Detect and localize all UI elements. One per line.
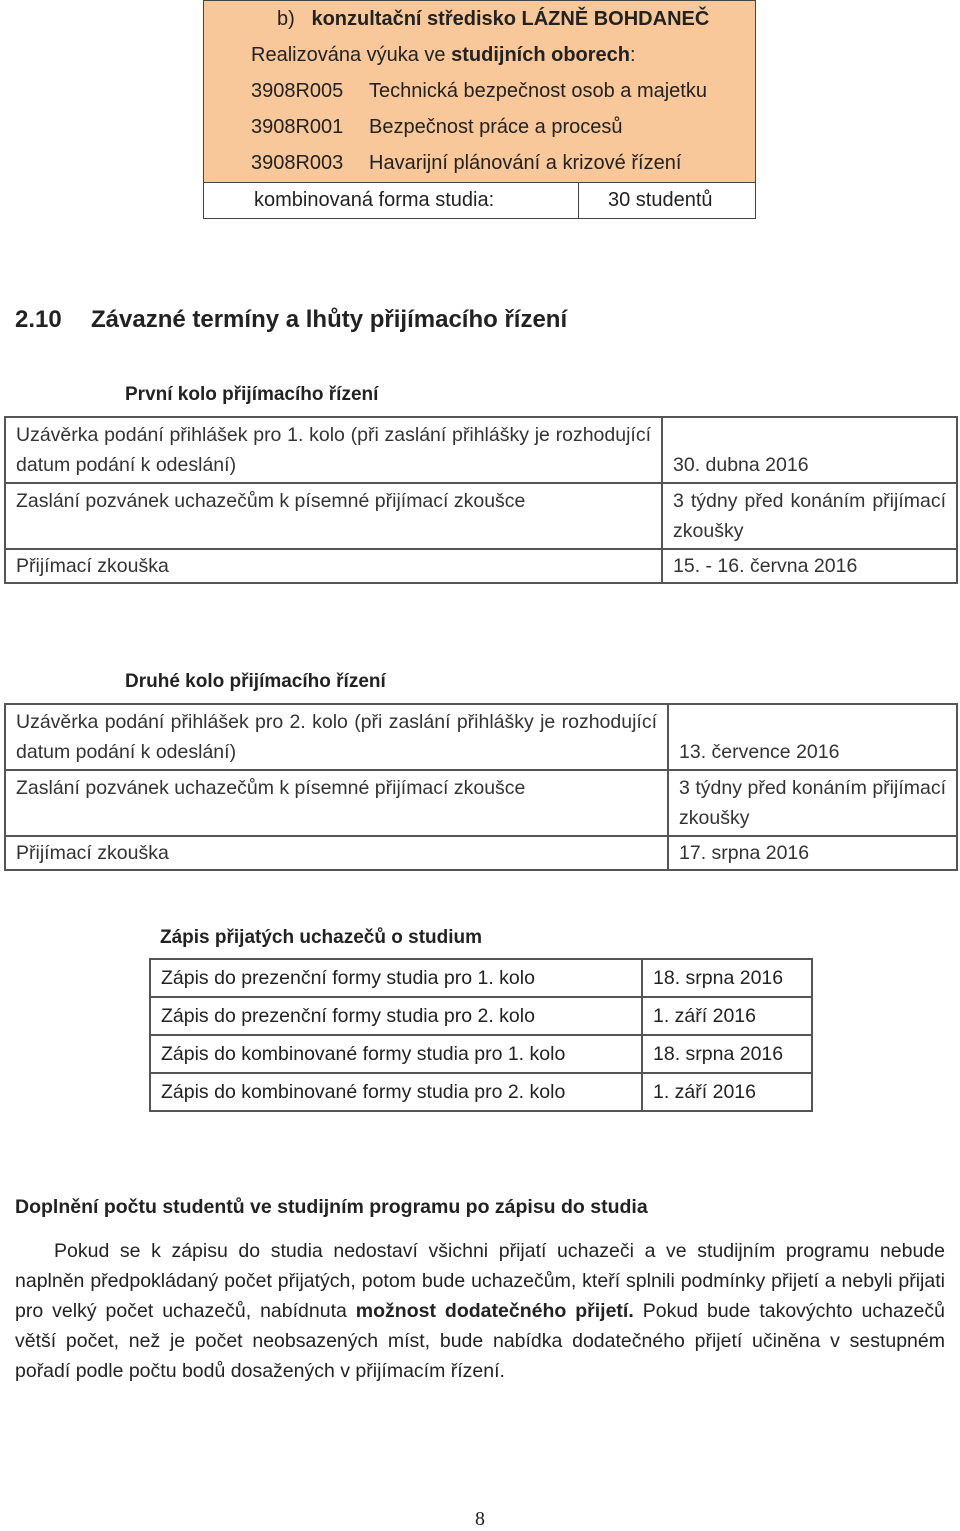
- row-value: 13. července 2016: [668, 704, 957, 770]
- row-label: Zápis do prezenční formy studia pro 1. kolo: [150, 959, 642, 997]
- table-row: [150, 959, 812, 997]
- obor-code: 3908R003: [251, 152, 344, 174]
- row-label: Přijímací zkouška: [5, 836, 668, 870]
- obor-name: Technická bezpečnost osob a majetku: [369, 80, 707, 102]
- table-row: [150, 1073, 812, 1111]
- row-value: 18. srpna 2016: [642, 1035, 812, 1073]
- row-value: 30. dubna 2016: [662, 417, 957, 483]
- row-label: Uzávěrka podání přihlášek pro 2. kolo (při zaslání přihlášky je rozhodující datum podání k odeslání): [5, 704, 668, 770]
- page-number: 8: [475, 1508, 485, 1530]
- center-title: konzultační středisko LÁZNĚ BOHDANEČ: [311, 8, 710, 30]
- forma-label: kombinovaná forma studia:: [254, 189, 495, 211]
- doplneni-text-2: Pokud bude takovýchto uchazečů větší počet, než je počet neobsazených míst, bude nabídka dodatečného přijetí učiněna v sestupném pořadí podle počtu bodů dosažených v přijímacím řízení.: [15, 1300, 945, 1382]
- row-value: 3 týdny před konáním přijímací zkoušky: [668, 770, 957, 836]
- zapis-table: [149, 958, 813, 1112]
- realizovana-colon: :: [630, 44, 636, 66]
- obor-line: [251, 79, 707, 103]
- center-realizovana: [251, 43, 636, 67]
- doplneni-text-1: Pokud se k zápisu do studia nedostaví všichni přijatí uchazeči a ve studijním programu nebude naplněn předpokládaný počet přijatých, potom bude uchazečům, kteří splnili podmínky přijetí a nebyli přijati pro velký počet uchazečů, nabídnuta: [15, 1240, 945, 1322]
- row-value: 3 týdny před konáním přijímací zkoušky: [662, 483, 957, 549]
- zapis-heading: Zápis přijatých uchazečů o studium: [160, 927, 483, 948]
- table-row: [5, 549, 957, 583]
- kolo2-table: [4, 703, 958, 871]
- section-title: Závazné termíny a lhůty přijímacího řízení: [91, 306, 568, 333]
- table-row: [5, 836, 957, 870]
- row-label: Zaslání pozvánek uchazečům k písemné přijímací zkoušce: [5, 483, 662, 549]
- realizovana-text: Realizována výuka ve: [251, 44, 452, 66]
- row-value: 17. srpna 2016: [668, 836, 957, 870]
- kolo2-heading: Druhé kolo přijímacího řízení: [125, 671, 386, 692]
- row-label: Zaslání pozvánek uchazečům k písemné přijímací zkoušce: [5, 770, 668, 836]
- center-info-box: [203, 0, 756, 219]
- obor-line: [251, 151, 681, 175]
- forma-value: 30 studentů: [608, 189, 713, 211]
- kolo1-table: [4, 416, 958, 584]
- row-label: Zápis do prezenční formy studia pro 2. kolo: [150, 997, 642, 1035]
- doplneni-paragraph: [15, 1236, 945, 1386]
- doplneni-text-bold: možnost dodatečného přijetí.: [355, 1300, 634, 1322]
- obor-code: 3908R005: [251, 80, 344, 102]
- obor-name: Havarijní plánování a krizové řízení: [369, 152, 682, 174]
- row-label: Zápis do kombinované formy studia pro 2. kolo: [150, 1073, 642, 1111]
- table-row: [150, 1035, 812, 1073]
- table-row: [5, 417, 957, 483]
- row-value: 15. - 16. června 2016: [662, 549, 957, 583]
- realizovana-bold: studijních oborech: [451, 44, 631, 66]
- obor-line: [251, 115, 623, 139]
- row-label: Uzávěrka podání přihlášek pro 1. kolo (při zaslání přihlášky je rozhodující datum podání k odeslání): [5, 417, 662, 483]
- row-value: 1. září 2016: [642, 1073, 812, 1111]
- table-row: [5, 770, 957, 836]
- kolo1-heading: První kolo přijímacího řízení: [125, 384, 379, 405]
- center-title-line: [277, 7, 709, 31]
- obor-name: Bezpečnost práce a procesů: [369, 116, 623, 138]
- row-label: Zápis do kombinované formy studia pro 1. kolo: [150, 1035, 642, 1073]
- section-number: 2.10: [15, 306, 62, 333]
- table-row: [150, 997, 812, 1035]
- doplneni-heading: Doplnění počtu studentů ve studijním programu po zápisu do studia: [15, 1196, 648, 1218]
- table-row: [5, 704, 957, 770]
- center-prefix: b): [277, 8, 295, 30]
- table-row: [5, 483, 957, 549]
- row-value: 18. srpna 2016: [642, 959, 812, 997]
- row-value: 1. září 2016: [642, 997, 812, 1035]
- row-label: Přijímací zkouška: [5, 549, 662, 583]
- center-info-divider: [578, 183, 579, 218]
- section-heading: [15, 306, 567, 334]
- obor-code: 3908R001: [251, 116, 344, 138]
